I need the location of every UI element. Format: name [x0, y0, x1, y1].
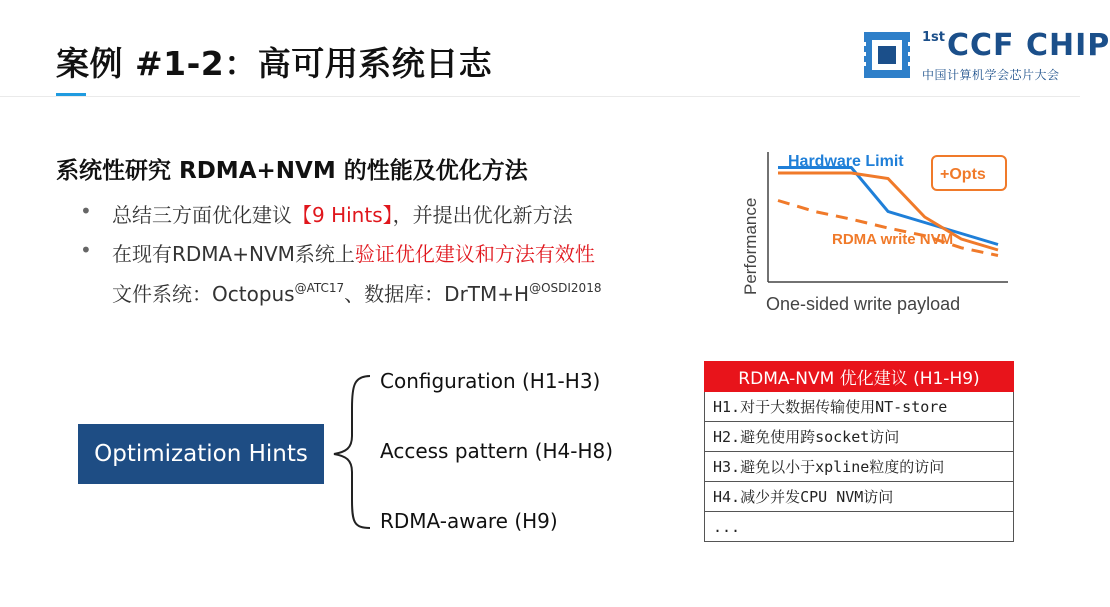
- chip-icon: [862, 30, 912, 80]
- highlight-text: 【9 Hints】: [292, 203, 393, 227]
- annotation-rdma-write-nvm: RDMA write NVM: [832, 231, 954, 248]
- hint-item-rdma-aware: RDMA-aware (H9): [380, 509, 558, 533]
- annotation-hardware-limit: Hardware Limit: [788, 153, 904, 170]
- header-divider: [0, 96, 1080, 97]
- curly-brace: [330, 372, 380, 532]
- table-header: RDMA-NVM 优化建议 (H1-H9): [705, 362, 1014, 392]
- table-row: H1.对于大数据传输使用NT-store: [705, 392, 1014, 422]
- slide-title: 案例 #1-2：高可用系统日志: [56, 44, 493, 83]
- systems-line: 文件系统：Octopus$^{@ATC17}$、数据库：$DrTM+H^{@OSDI2018}$: [112, 281, 602, 306]
- bullet-marker: •: [80, 238, 92, 262]
- performance-chart: [730, 140, 1020, 320]
- highlight-text: 验证优化建议和方法有效性: [354, 242, 595, 266]
- bullet-text: 在现有RDMA+NVM系统上验证优化建议和方法有效性: [112, 242, 595, 266]
- logo-name: $^{1st}$CCF CHIP: [922, 28, 1110, 63]
- annotation-opts: +Opts: [940, 166, 986, 183]
- y-axis-label: Performance: [741, 197, 760, 295]
- recommendations-table: [704, 361, 1014, 542]
- table-row: H2.避免使用跨socket访问: [705, 422, 1014, 452]
- ccf-chip-logo: [862, 26, 1110, 86]
- logo-subtitle: 中国计算机学会芯片大会: [922, 68, 1060, 82]
- x-axis-label: One-sided write payload: [766, 294, 961, 314]
- bullet-marker: •: [80, 199, 92, 223]
- section-heading: 系统性研究 RDMA+NVM 的性能及优化方法: [56, 158, 528, 184]
- optimization-hints-box: Optimization Hints: [78, 424, 324, 484]
- table-row: H4.减少并发CPU NVM访问: [705, 482, 1014, 512]
- bullet-text: 总结三方面优化建议【9 Hints】，并提出优化新方法: [112, 203, 573, 227]
- table-row: H3.避免以小于xpline粒度的访问: [705, 452, 1014, 482]
- hint-item-access-pattern: Access pattern (H4-H8): [380, 439, 614, 463]
- table-row: ...: [705, 512, 1014, 542]
- hint-item-configuration: Configuration (H1-H3): [380, 369, 601, 393]
